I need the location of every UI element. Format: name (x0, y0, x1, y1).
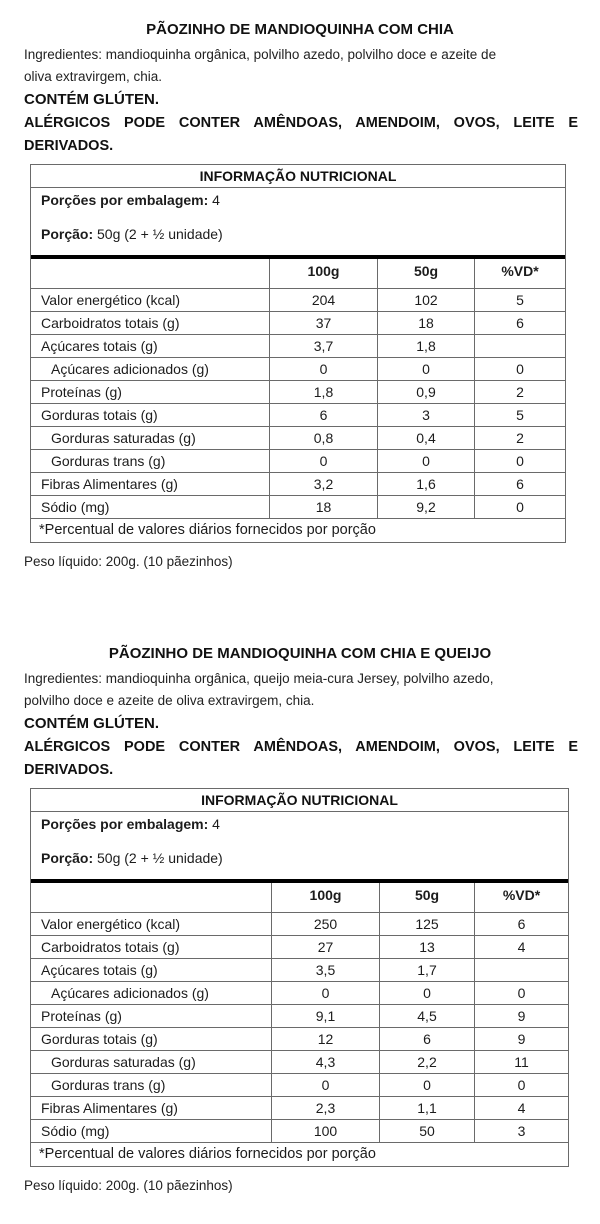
value-per-100g: 100 (271, 1120, 379, 1142)
value-per-50g: 4,5 (379, 1005, 474, 1027)
nutrient-label: Gorduras saturadas (g) (51, 1054, 196, 1070)
nutrient-row (31, 1097, 568, 1120)
daily-value-percent: 0 (474, 358, 565, 380)
daily-value-percent: 9 (474, 1028, 568, 1050)
daily-value-percent: 0 (474, 982, 568, 1004)
daily-value-percent: 0 (474, 450, 565, 472)
ingredients (24, 44, 584, 88)
value-per-50g: 1,8 (377, 335, 474, 357)
ingredients-line: polvilho doce e azeite de oliva extravirgem, chia. (24, 693, 315, 708)
column-header: 50g (377, 259, 474, 288)
value-per-100g: 9,1 (271, 1005, 379, 1027)
value-per-100g: 6 (269, 404, 377, 426)
column-header: 50g (379, 883, 474, 912)
nutrient-label: Valor energético (kcal) (41, 292, 181, 308)
value-per-50g: 18 (377, 312, 474, 334)
nutrient-label: Gorduras totais (g) (41, 1031, 158, 1047)
table-footnote: *Percentual de valores diários fornecidos por porção (39, 522, 376, 538)
nutrient-label: Açúcares totais (g) (41, 338, 158, 354)
nutrient-row (31, 473, 565, 496)
value-per-50g: 13 (379, 936, 474, 958)
daily-value-percent (474, 335, 565, 357)
value-per-100g: 0,8 (269, 427, 377, 449)
value-per-50g: 0 (377, 450, 474, 472)
nutrition-table (30, 164, 566, 543)
nutrient-label: Sódio (mg) (41, 1123, 110, 1139)
nutrient-label: Valor energético (kcal) (41, 916, 181, 932)
serving-info (31, 812, 568, 879)
servings-value: 4 (208, 816, 220, 832)
gluten-warning: CONTÉM GLÚTEN. (24, 91, 159, 108)
nutrient-label: Fibras Alimentares (g) (41, 1100, 178, 1116)
servings-label: Porções por embalagem: (41, 192, 209, 208)
column-header: %VD* (474, 259, 565, 288)
daily-value-percent: 6 (474, 312, 565, 334)
nutrient-row (31, 335, 565, 358)
nutrition-table-title: INFORMAÇÃO NUTRICIONAL (31, 165, 565, 188)
daily-value-percent: 11 (474, 1051, 568, 1073)
daily-value-percent: 2 (474, 427, 565, 449)
column-header: 100g (271, 883, 379, 912)
allergens-line: ALÉRGICOS PODE CONTER AMÊNDOAS, AMENDOIM, OVOS, LEITE E (24, 115, 578, 131)
product-section (0, 624, 600, 1224)
value-per-100g: 0 (271, 1074, 379, 1096)
nutrition-table (30, 788, 569, 1167)
column-header: 100g (269, 259, 377, 288)
gluten-warning: CONTÉM GLÚTEN. (24, 715, 159, 732)
value-per-50g: 102 (377, 289, 474, 311)
nutrient-label: Gorduras trans (g) (51, 453, 166, 469)
product-title: PÃOZINHO DE MANDIOQUINHA COM CHIA (146, 21, 454, 38)
nutrient-row (31, 289, 565, 312)
value-per-50g: 1,7 (379, 959, 474, 981)
portion-label: Porção: (41, 226, 94, 242)
net-weight: Peso líquido: 200g. (10 pãezinhos) (24, 554, 233, 569)
value-per-50g: 125 (379, 913, 474, 935)
ingredients-line: Ingredientes: mandioquinha orgânica, queijo meia-cura Jersey, polvilho azedo, (24, 671, 494, 686)
servings-per-package (41, 190, 220, 210)
nutrient-row (31, 936, 568, 959)
daily-value-percent: 2 (474, 381, 565, 403)
nutrient-row (31, 1005, 568, 1028)
value-per-100g: 37 (269, 312, 377, 334)
value-per-50g: 0,4 (377, 427, 474, 449)
portion-value: 50g (2 + ½ unidade) (93, 850, 223, 866)
nutrient-row (31, 427, 565, 450)
product-title: PÃOZINHO DE MANDIOQUINHA COM CHIA E QUEIJO (108, 645, 492, 662)
value-per-100g: 250 (271, 913, 379, 935)
nutrient-label: Carboidratos totais (g) (41, 315, 180, 331)
value-per-100g: 0 (269, 450, 377, 472)
table-footnote: *Percentual de valores diários fornecidos por porção (39, 1146, 376, 1162)
product-section (0, 0, 600, 600)
daily-value-percent: 0 (474, 1074, 568, 1096)
value-per-100g: 12 (271, 1028, 379, 1050)
nutrient-rows (31, 289, 565, 519)
net-weight: Peso líquido: 200g. (10 pãezinhos) (24, 1178, 233, 1193)
value-per-50g: 2,2 (379, 1051, 474, 1073)
nutrient-row (31, 1028, 568, 1051)
nutrient-row (31, 496, 565, 519)
nutrient-row (31, 358, 565, 381)
allergens-line: ALÉRGICOS PODE CONTER AMÊNDOAS, AMENDOIM, OVOS, LEITE E (24, 739, 578, 755)
servings-label: Porções por embalagem: (41, 816, 209, 832)
nutrient-row (31, 982, 568, 1005)
daily-value-percent: 5 (474, 289, 565, 311)
value-per-50g: 1,1 (379, 1097, 474, 1119)
daily-value-percent: 4 (474, 1097, 568, 1119)
value-per-100g: 3,5 (271, 959, 379, 981)
nutrition-table-title: INFORMAÇÃO NUTRICIONAL (31, 789, 568, 812)
value-per-50g: 1,6 (377, 473, 474, 495)
column-header-row (31, 259, 565, 289)
nutrient-label: Açúcares adicionados (g) (51, 985, 209, 1001)
value-per-100g: 18 (269, 496, 377, 518)
column-header: %VD* (474, 883, 568, 912)
nutrient-label: Gorduras saturadas (g) (51, 430, 196, 446)
value-per-100g: 1,8 (269, 381, 377, 403)
column-header (31, 883, 271, 912)
column-header (31, 259, 269, 288)
value-per-100g: 0 (269, 358, 377, 380)
value-per-50g: 3 (377, 404, 474, 426)
nutrient-label: Açúcares adicionados (g) (51, 361, 209, 377)
value-per-100g: 0 (271, 982, 379, 1004)
value-per-100g: 4,3 (271, 1051, 379, 1073)
value-per-100g: 3,7 (269, 335, 377, 357)
value-per-50g: 9,2 (377, 496, 474, 518)
value-per-100g: 27 (271, 936, 379, 958)
serving-info (31, 188, 565, 255)
nutrient-row (31, 1074, 568, 1097)
daily-value-percent (474, 959, 568, 981)
daily-value-percent: 5 (474, 404, 565, 426)
nutrient-row (31, 381, 565, 404)
daily-value-percent: 6 (474, 473, 565, 495)
nutrient-row (31, 1051, 568, 1074)
value-per-50g: 0 (377, 358, 474, 380)
value-per-50g: 0,9 (377, 381, 474, 403)
nutrient-label: Fibras Alimentares (g) (41, 476, 178, 492)
portion-value: 50g (2 + ½ unidade) (93, 226, 223, 242)
nutrient-label: Gorduras trans (g) (51, 1077, 166, 1093)
value-per-50g: 0 (379, 982, 474, 1004)
nutrient-label: Proteínas (g) (41, 1008, 122, 1024)
nutrient-row (31, 450, 565, 473)
nutrient-label: Carboidratos totais (g) (41, 939, 180, 955)
daily-value-percent: 6 (474, 913, 568, 935)
portion-size (41, 224, 223, 244)
daily-value-percent: 4 (474, 936, 568, 958)
value-per-50g: 0 (379, 1074, 474, 1096)
value-per-100g: 3,2 (269, 473, 377, 495)
daily-value-percent: 3 (474, 1120, 568, 1142)
servings-value: 4 (208, 192, 220, 208)
value-per-50g: 50 (379, 1120, 474, 1142)
allergens-warning (24, 736, 578, 782)
ingredients-line: oliva extravirgem, chia. (24, 69, 163, 84)
value-per-100g: 2,3 (271, 1097, 379, 1119)
nutrient-rows (31, 913, 568, 1143)
servings-per-package (41, 814, 220, 834)
nutrient-row (31, 1120, 568, 1143)
nutrient-label: Açúcares totais (g) (41, 962, 158, 978)
ingredients (24, 668, 584, 712)
portion-label: Porção: (41, 850, 94, 866)
daily-value-percent: 0 (474, 496, 565, 518)
nutrient-row (31, 913, 568, 936)
allergens-line: DERIVADOS. (24, 762, 114, 778)
nutrient-label: Sódio (mg) (41, 499, 110, 515)
portion-size (41, 848, 223, 868)
nutrient-row (31, 312, 565, 335)
allergens-line: DERIVADOS. (24, 138, 114, 154)
nutrient-label: Gorduras totais (g) (41, 407, 158, 423)
allergens-warning (24, 112, 578, 158)
nutrient-row (31, 959, 568, 982)
daily-value-percent: 9 (474, 1005, 568, 1027)
nutrient-label: Proteínas (g) (41, 384, 122, 400)
nutrient-row (31, 404, 565, 427)
column-header-row (31, 883, 568, 913)
ingredients-line: Ingredientes: mandioquinha orgânica, polvilho azedo, polvilho doce e azeite de (24, 47, 497, 62)
value-per-50g: 6 (379, 1028, 474, 1050)
value-per-100g: 204 (269, 289, 377, 311)
